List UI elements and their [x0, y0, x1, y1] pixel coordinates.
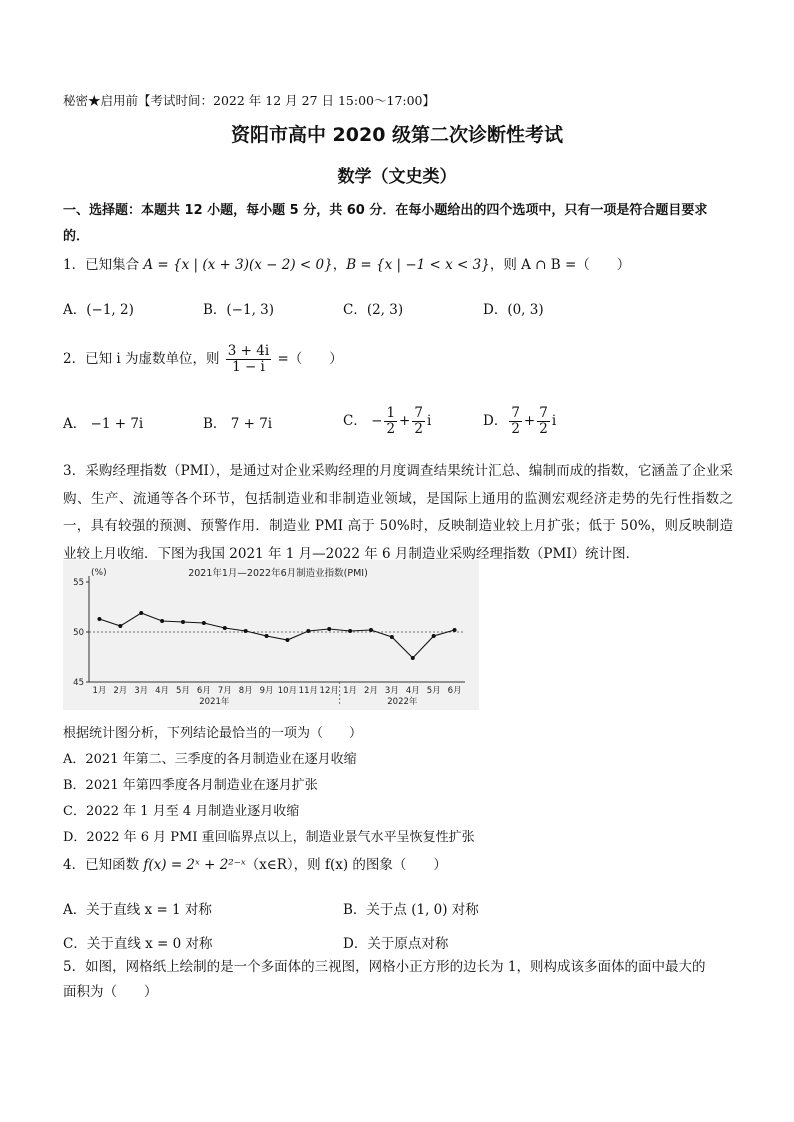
- q1-set-b: B = {x | −1 < x < 3}: [346, 257, 490, 273]
- pmi-line-chart: [63, 560, 479, 710]
- data-point: [285, 638, 289, 642]
- q4-option-b: B．关于点 (1, 0) 对称: [343, 902, 479, 918]
- question-5-line-1: 5．如图，网格纸上绘制的是一个多面体的三视图，网格小正方形的边长为 1，则构成该多面体的面中最大的: [63, 959, 706, 975]
- data-point: [244, 629, 248, 633]
- x-tick-label: 2月: [113, 686, 128, 696]
- q2-optd-frac2-num: 7: [539, 405, 548, 421]
- x-tick-label: 7月: [217, 686, 232, 696]
- data-point: [97, 617, 101, 621]
- x-tick-label: 6月: [196, 686, 211, 696]
- q4-domain: （x∈R）: [245, 857, 294, 873]
- q2-fraction: [226, 344, 271, 375]
- data-point: [390, 635, 394, 639]
- q2-optd-frac1: [509, 406, 522, 437]
- q2-optc-frac1: [384, 406, 397, 437]
- data-point: [118, 624, 122, 628]
- data-point: [453, 628, 457, 632]
- data-point: [348, 629, 352, 633]
- exam-subtitle: 数学（文史类）: [337, 167, 457, 187]
- q3-option-d: D．2022 年 6 月 PMI 重回临界点以上，制造业景气水平呈恢复性扩张: [63, 830, 475, 845]
- chart-y-label: (%): [91, 568, 107, 578]
- q1-option-d: D．(0, 3): [483, 302, 544, 318]
- x-tick-label: 1月: [343, 686, 358, 696]
- x-tick-label: 11月: [298, 686, 318, 696]
- q2-optd-frac1-num: 7: [511, 405, 520, 421]
- x-tick-label: 2月: [364, 686, 378, 696]
- q2-stem-suffix: =（ ）: [277, 351, 343, 367]
- q2-stem-prefix: 2．已知 i 为虚数单位，则: [63, 351, 220, 367]
- q4-option-c: C．关于直线 x = 0 对称: [63, 936, 213, 952]
- x-tick-label: 5月: [176, 686, 190, 696]
- q2-optd-tail: i: [551, 413, 557, 429]
- x-tick-label: 3月: [384, 686, 399, 696]
- q2-optc-frac1-num: 1: [386, 405, 396, 421]
- q3-option-c: C．2022 年 1 月至 4 月制造业逐月收缩: [63, 804, 300, 819]
- q4-stem-prefix: 4．已知函数: [63, 857, 144, 873]
- q2-option-b: B． 7 + 7i: [203, 416, 273, 432]
- q4-option-d: D．关于原点对称: [343, 936, 449, 952]
- year-label-2022: 2022年: [387, 697, 418, 707]
- q1-stem-prefix: 1．已知集合: [63, 257, 144, 273]
- data-point: [306, 629, 310, 633]
- q2-optc-frac2-num: 7: [414, 405, 423, 421]
- q4-function: f(x) = 2ˣ + 2²⁻ˣ: [143, 857, 246, 873]
- q1-option-c: C．(2, 3): [343, 302, 404, 318]
- question-2: [63, 340, 343, 378]
- x-tick-label: 3月: [134, 686, 149, 696]
- q2-frac-num: 3 + 4i: [227, 343, 270, 359]
- section-heading: 一、选择题：本题共 12 小题，每小题 5 分，共 60 分．在每小题给出的四个选项中，只有一项是符合题目要求的．: [63, 203, 708, 244]
- x-tick-label: 4月: [155, 686, 170, 696]
- y-tick-label: 55: [73, 578, 84, 588]
- data-point: [202, 621, 206, 625]
- q2-optc-frac1-den: 2: [386, 421, 396, 437]
- x-tick-label: 12月: [319, 686, 339, 696]
- q1-option-a: A．(−1, 2): [63, 302, 134, 318]
- question-5-line-2: 面积为（ ）: [63, 984, 158, 1000]
- y-tick-label: 45: [73, 678, 84, 688]
- exam-time-note: 秘密★启用前【考试时间：2022 年 12 月 27 日 15:00～17:00】: [63, 93, 436, 108]
- q2-optd-frac2: [537, 406, 550, 437]
- q2-optd-label: D．: [483, 413, 508, 429]
- exam-title: 资阳市高中 2020 级第二次诊断性考试: [230, 124, 564, 146]
- data-point: [411, 656, 415, 660]
- q2-optd-frac1-den: 2: [511, 421, 520, 437]
- q2-option-d: [483, 402, 556, 440]
- data-point: [327, 627, 331, 631]
- q1-option-b: B．(−1, 3): [203, 302, 275, 318]
- q3-question: 根据统计图分析，下列结论最恰当的一项为（ ）: [63, 726, 363, 741]
- q4-stem-suffix: ，则 f(x) 的图象（ ）: [293, 857, 447, 873]
- q2-optc-frac2: [412, 406, 425, 437]
- q2-frac-den: 1 − i: [232, 359, 265, 375]
- x-tick-label: 5月: [426, 686, 441, 696]
- data-point: [160, 619, 164, 623]
- q2-optc-frac2-den: 2: [414, 421, 423, 437]
- data-point: [432, 634, 436, 638]
- x-tick-label: 8月: [238, 686, 253, 696]
- pmi-series-line: [99, 613, 454, 658]
- question-1: [63, 256, 630, 274]
- data-point: [223, 626, 227, 630]
- x-tick-label: 4月: [405, 686, 420, 696]
- data-point: [139, 611, 143, 615]
- data-point: [181, 620, 185, 624]
- x-tick-label: 1月: [92, 686, 107, 696]
- data-point: [265, 634, 269, 638]
- q4-option-a: A．关于直线 x = 1 对称: [63, 902, 212, 918]
- year-label-2021: 2021年: [199, 697, 230, 707]
- chart-axes: [89, 576, 465, 704]
- q3-option-b: B．2021 年第四季度各月制造业在逐月扩张: [63, 778, 318, 793]
- question-4: [63, 856, 447, 874]
- data-point: [369, 628, 373, 632]
- q2-optd-plus: +: [523, 413, 536, 429]
- y-tick-label: 50: [73, 628, 84, 638]
- q1-stem-suffix: ，则 A ∩ B =（ ）: [489, 257, 631, 273]
- q2-optd-frac2-den: 2: [539, 421, 548, 437]
- chart-title: 2021年1月—2022年6月制造业指数(PMI): [188, 568, 368, 579]
- chart-series: [99, 613, 454, 658]
- q2-optc-label: C． −: [343, 413, 383, 429]
- x-tick-label: 10月: [277, 686, 298, 696]
- q1-comma: ，: [332, 257, 347, 273]
- q2-option-c: [343, 402, 431, 440]
- q2-optc-tail: i: [426, 413, 432, 429]
- q1-set-a: A = {x | (x + 3)(x − 2) < 0}: [143, 257, 333, 273]
- x-tick-label: 9月: [259, 686, 274, 696]
- question-3-paragraph: 3．采购经理指数（PMI），是通过对企业采购经理的月度调查结果统计汇总、编制而成的指数，它涵盖了企业采购、生产、流通等各个环节，包括制造业和非制造业领域，是国际上通用的监测宏观经济走势的先行性指数之一，具有较强的预测、预警作用．制造业 PMI 高于 50%时，反映制造业较上月扩张；低于 50%，则反映制造业较上月收缩．下图为我国 2021 年 1 月—2022 年 6 月制造业采购经理指数（PMI）统计图．: [63, 463, 733, 562]
- chart-year-labels: [199, 696, 418, 707]
- chart-points: [97, 611, 456, 660]
- q2-option-a: A． −1 + 7i: [63, 416, 144, 432]
- q3-option-a: A．2021 年第二、三季度的各月制造业在逐月收缩: [63, 752, 357, 767]
- x-tick-label: 6月: [447, 686, 462, 696]
- q2-optc-plus: +: [399, 413, 411, 429]
